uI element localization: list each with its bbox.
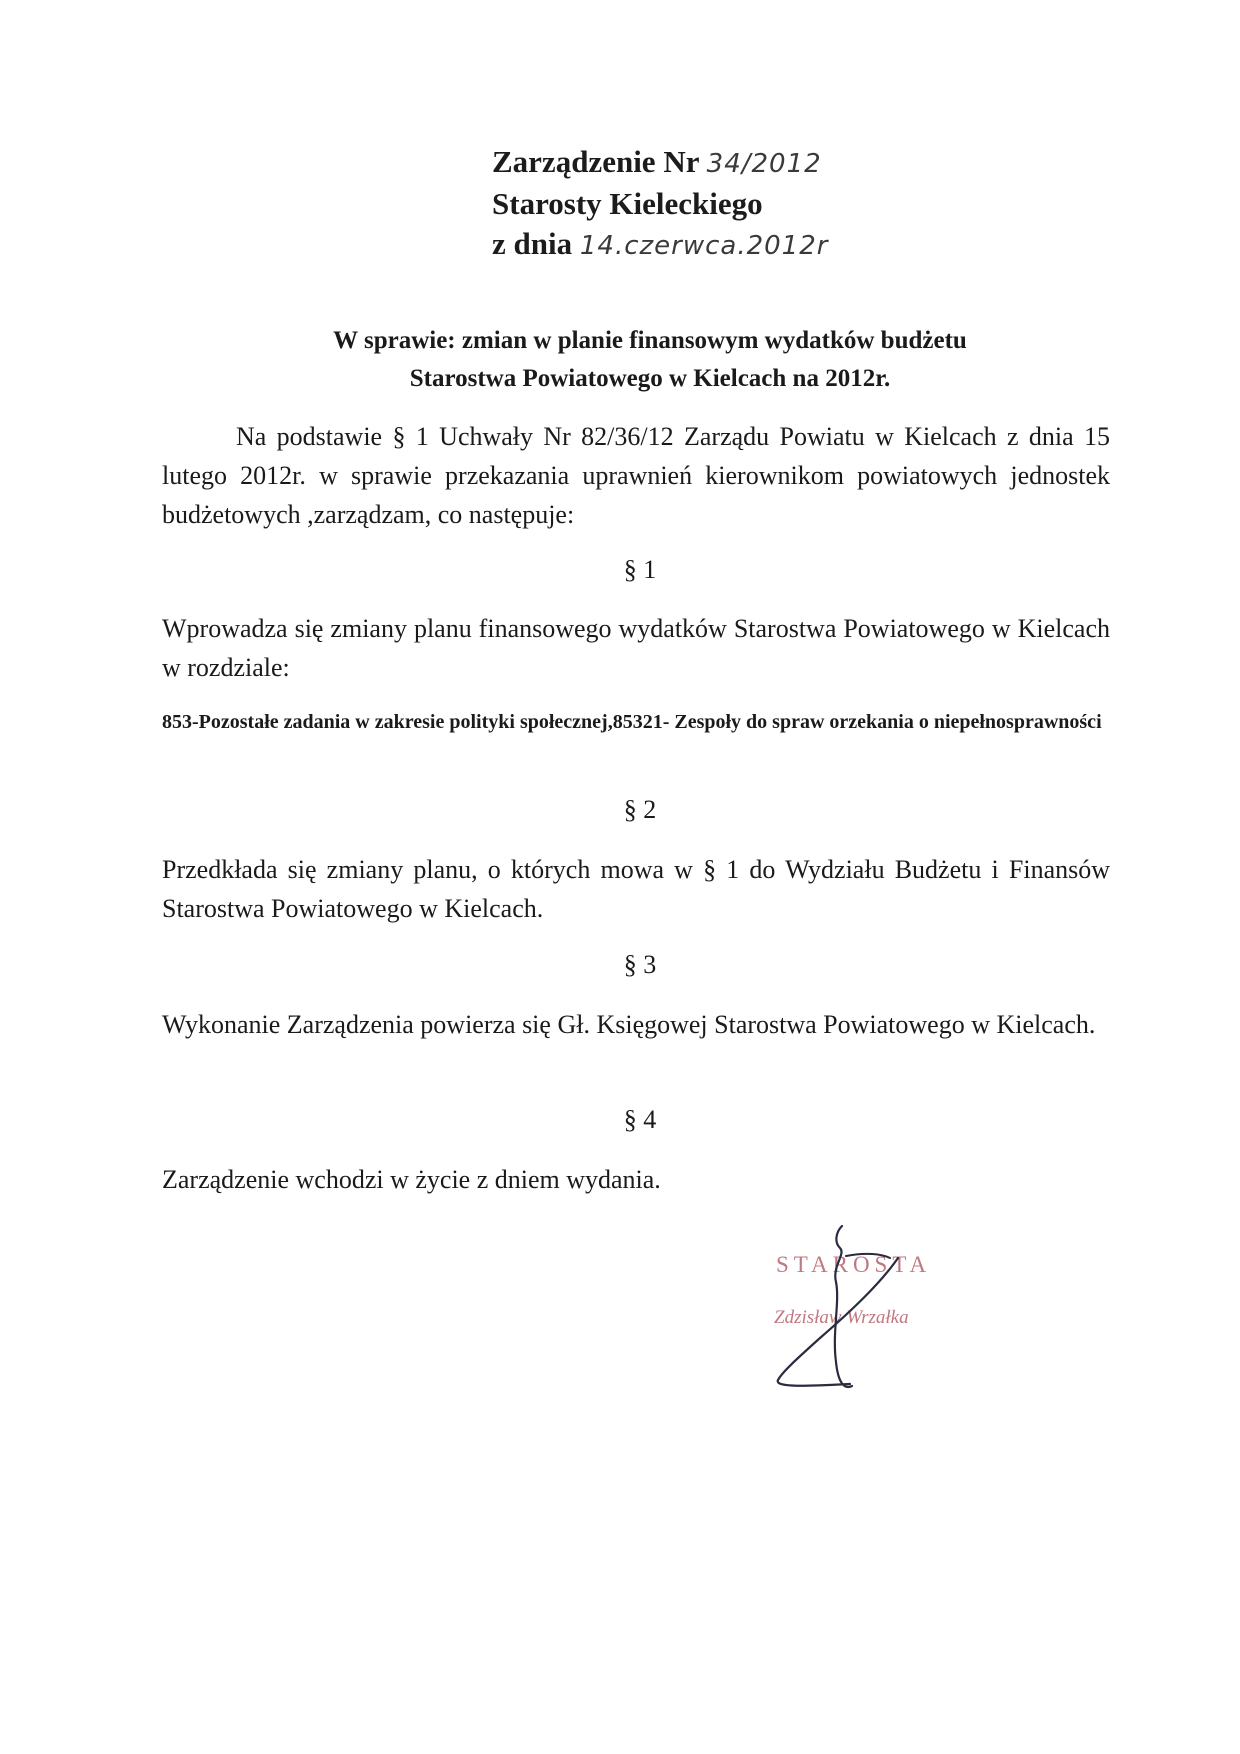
handwritten-number: 34/2012 (706, 149, 822, 179)
document-header (492, 142, 828, 266)
section-mark-1: § 1 (623, 555, 657, 584)
subject (160, 322, 1140, 398)
section-1-detail: 853-Pozostałe zadania w zakresie polityki społecznej,85321- Zespoły do spraw orzekania o niepełnosprawności (162, 711, 1102, 733)
title-prefix: Zarządzenie Nr (492, 144, 707, 179)
section-2-text: Przedkłada się zmiany planu, o których mowa w § 1 do Wydziału Budżetu i Finansów Starostwa Powiatowego w Kielcach. (162, 855, 1110, 923)
issuer-line: Starosty Kieleckiego (492, 186, 763, 221)
section-mark-3: § 3 (623, 950, 657, 979)
subject-line-2: Starostwa Powiatowego w Kielcach na 2012r. (409, 365, 891, 392)
subject-line-1: W sprawie: zmian w planie finansowym wydatków budżetu (333, 327, 967, 354)
date-line (492, 224, 828, 266)
stamp-title: STAROSTA (776, 1252, 932, 1277)
section-mark-2: § 2 (623, 795, 657, 824)
section-3-text: Wykonanie Zarządzenia powierza się Gł. Księgowej Starostwa Powiatowego w Kielcach. (162, 1010, 1096, 1039)
stamp-name: Zdzisław Wrzałka (774, 1307, 909, 1328)
date-prefix: z dnia (492, 226, 580, 261)
section-mark-4: § 4 (623, 1105, 657, 1134)
handwritten-signature (770, 1222, 970, 1392)
handwritten-date: 14.czerwca.2012r (579, 231, 829, 261)
document-title (492, 142, 828, 184)
preamble-paragraph: Na podstawie § 1 Uchwały Nr 82/36/12 Zarządu Powiatu w Kielcach z dnia 15 lutego 2012r. w sprawie przekazania uprawnień kierownikom powiatowych jednostek budżetowych ,zarządzam, co następuje: (162, 422, 1110, 529)
section-4-text: Zarządzenie wchodzi w życie z dniem wydania. (162, 1165, 661, 1194)
section-1-text: Wprowadza się zmiany planu finansowego wydatków Starostwa Powiatowego w Kielcach w rozdziale: (162, 614, 1110, 682)
